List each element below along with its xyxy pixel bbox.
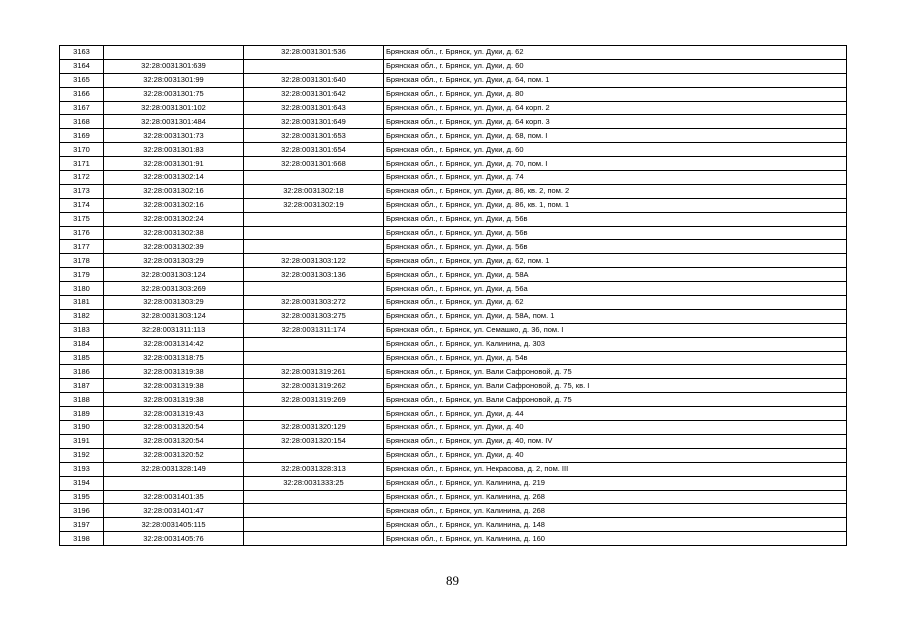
table-row <box>60 504 847 518</box>
table-row <box>60 198 847 212</box>
table-row <box>60 296 847 310</box>
table-row <box>60 337 847 351</box>
row-number-cell: 3194 <box>60 476 104 490</box>
object-cadastral-number-cell: 32:28:0031302:18 <box>244 184 384 198</box>
cadastral-number-cell: 32:28:0031303:124 <box>104 309 244 323</box>
object-cadastral-number-cell <box>244 504 384 518</box>
table-row <box>60 351 847 365</box>
row-number-cell: 3172 <box>60 171 104 185</box>
cadastral-number-cell: 32:28:0031303:29 <box>104 296 244 310</box>
object-cadastral-number-cell: 32:28:0031303:122 <box>244 254 384 268</box>
cadastral-number-cell <box>104 46 244 60</box>
object-cadastral-number-cell: 32:28:0031301:640 <box>244 73 384 87</box>
table-row <box>60 393 847 407</box>
object-cadastral-number-cell <box>244 337 384 351</box>
cadastral-number-cell: 32:28:0031303:269 <box>104 282 244 296</box>
row-number-cell: 3180 <box>60 282 104 296</box>
cadastral-number-cell: 32:28:0031302:24 <box>104 212 244 226</box>
cadastral-number-cell: 32:28:0031302:16 <box>104 184 244 198</box>
address-cell: Брянская обл., г. Брянск, ул. Дуки, д. 86, кв. 2, пом. 2 <box>384 184 847 198</box>
address-cell: Брянская обл., г. Брянск, ул. Семашко, д. 36, пом. I <box>384 323 847 337</box>
address-cell: Брянская обл., г. Брянск, ул. Дуки, д. 54в <box>384 351 847 365</box>
table-row <box>60 518 847 532</box>
table-row <box>60 309 847 323</box>
address-cell: Брянская обл., г. Брянск, ул. Дуки, д. 40 <box>384 448 847 462</box>
table-row <box>60 476 847 490</box>
row-number-cell: 3164 <box>60 59 104 73</box>
cadastral-number-cell: 32:28:0031405:115 <box>104 518 244 532</box>
object-cadastral-number-cell <box>244 448 384 462</box>
object-cadastral-number-cell: 32:28:0031301:654 <box>244 143 384 157</box>
table-row <box>60 254 847 268</box>
cadastral-number-cell: 32:28:0031303:29 <box>104 254 244 268</box>
address-cell: Брянская обл., г. Брянск, ул. Вали Сафроновой, д. 75, кв. I <box>384 379 847 393</box>
address-cell: Брянская обл., г. Брянск, ул. Дуки, д. 56в <box>384 226 847 240</box>
object-cadastral-number-cell: 32:28:0031302:19 <box>244 198 384 212</box>
table-row <box>60 448 847 462</box>
cadastral-number-cell: 32:28:0031318:75 <box>104 351 244 365</box>
address-cell: Брянская обл., г. Брянск, ул. Дуки, д. 86, кв. 1, пом. 1 <box>384 198 847 212</box>
address-cell: Брянская обл., г. Брянск, ул. Дуки, д. 70, пом. I <box>384 157 847 171</box>
object-cadastral-number-cell <box>244 212 384 226</box>
cadastral-number-cell: 32:28:0031301:73 <box>104 129 244 143</box>
address-cell: Брянская обл., г. Брянск, ул. Вали Сафроновой, д. 75 <box>384 393 847 407</box>
address-cell: Брянская обл., г. Брянск, ул. Дуки, д. 64 корп. 2 <box>384 101 847 115</box>
cadastral-number-cell: 32:28:0031302:39 <box>104 240 244 254</box>
address-cell: Брянская обл., г. Брянск, ул. Дуки, д. 62 <box>384 296 847 310</box>
table-row <box>60 532 847 546</box>
table-row <box>60 73 847 87</box>
cadastral-number-cell: 32:28:0031405:76 <box>104 532 244 546</box>
table-row <box>60 379 847 393</box>
table-row <box>60 101 847 115</box>
page-number: 89 <box>446 573 459 588</box>
address-cell: Брянская обл., г. Брянск, ул. Дуки, д. 62, пом. 1 <box>384 254 847 268</box>
row-number-cell: 3181 <box>60 296 104 310</box>
address-cell: Брянская обл., г. Брянск, ул. Калинина, д. 268 <box>384 504 847 518</box>
row-number-cell: 3191 <box>60 434 104 448</box>
row-number-cell: 3184 <box>60 337 104 351</box>
table-row <box>60 87 847 101</box>
object-cadastral-number-cell <box>244 240 384 254</box>
address-cell: Брянская обл., г. Брянск, ул. Дуки, д. 58А <box>384 268 847 282</box>
row-number-cell: 3185 <box>60 351 104 365</box>
address-cell: Брянская обл., г. Брянск, ул. Калинина, д. 303 <box>384 337 847 351</box>
row-number-cell: 3167 <box>60 101 104 115</box>
row-number-cell: 3183 <box>60 323 104 337</box>
object-cadastral-number-cell: 32:28:0031320:129 <box>244 421 384 435</box>
address-cell: Брянская обл., г. Брянск, ул. Дуки, д. 64, пом. 1 <box>384 73 847 87</box>
object-cadastral-number-cell <box>244 490 384 504</box>
object-cadastral-number-cell: 32:28:0031301:668 <box>244 157 384 171</box>
address-cell: Брянская обл., г. Брянск, ул. Дуки, д. 60 <box>384 59 847 73</box>
cadastral-number-cell: 32:28:0031320:52 <box>104 448 244 462</box>
address-cell: Брянская обл., г. Брянск, ул. Дуки, д. 56в <box>384 212 847 226</box>
object-cadastral-number-cell <box>244 518 384 532</box>
row-number-cell: 3170 <box>60 143 104 157</box>
row-number-cell: 3169 <box>60 129 104 143</box>
cadastral-number-cell: 32:28:0031301:99 <box>104 73 244 87</box>
cadastral-number-cell: 32:28:0031302:14 <box>104 171 244 185</box>
table-row <box>60 184 847 198</box>
row-number-cell: 3197 <box>60 518 104 532</box>
table-row <box>60 421 847 435</box>
cadastral-number-cell <box>104 476 244 490</box>
address-cell: Брянская обл., г. Брянск, ул. Вали Сафроновой, д. 75 <box>384 365 847 379</box>
row-number-cell: 3166 <box>60 87 104 101</box>
object-cadastral-number-cell: 32:28:0031301:653 <box>244 129 384 143</box>
row-number-cell: 3182 <box>60 309 104 323</box>
object-cadastral-number-cell: 32:28:0031311:174 <box>244 323 384 337</box>
address-cell: Брянская обл., г. Брянск, ул. Дуки, д. 80 <box>384 87 847 101</box>
object-cadastral-number-cell: 32:28:0031320:154 <box>244 434 384 448</box>
object-cadastral-number-cell <box>244 59 384 73</box>
row-number-cell: 3177 <box>60 240 104 254</box>
table-row <box>60 434 847 448</box>
cadastral-number-cell: 32:28:0031319:38 <box>104 365 244 379</box>
cadastral-number-cell: 32:28:0031302:38 <box>104 226 244 240</box>
cadastral-number-cell: 32:28:0031301:83 <box>104 143 244 157</box>
address-cell: Брянская обл., г. Брянск, ул. Калинина, д. 268 <box>384 490 847 504</box>
table-row <box>60 226 847 240</box>
row-number-cell: 3178 <box>60 254 104 268</box>
address-cell: Брянская обл., г. Брянск, ул. Дуки, д. 56в <box>384 240 847 254</box>
table-row <box>60 282 847 296</box>
cadastral-number-cell: 32:28:0031320:54 <box>104 434 244 448</box>
cadastral-number-cell: 32:28:0031301:75 <box>104 87 244 101</box>
table-row <box>60 212 847 226</box>
row-number-cell: 3190 <box>60 421 104 435</box>
cadastral-number-cell: 32:28:0031301:102 <box>104 101 244 115</box>
cadastral-number-cell: 32:28:0031311:113 <box>104 323 244 337</box>
object-cadastral-number-cell: 32:28:0031301:649 <box>244 115 384 129</box>
address-cell: Брянская обл., г. Брянск, ул. Дуки, д. 62 <box>384 46 847 60</box>
address-cell: Брянская обл., г. Брянск, ул. Некрасова, д. 2, пом. III <box>384 462 847 476</box>
address-cell: Брянская обл., г. Брянск, ул. Дуки, д. 60 <box>384 143 847 157</box>
object-cadastral-number-cell <box>244 532 384 546</box>
address-cell: Брянская обл., г. Брянск, ул. Калинина, д. 148 <box>384 518 847 532</box>
object-cadastral-number-cell: 32:28:0031301:642 <box>244 87 384 101</box>
address-cell: Брянская обл., г. Брянск, ул. Дуки, д. 40, пом. IV <box>384 434 847 448</box>
object-cadastral-number-cell: 32:28:0031333:25 <box>244 476 384 490</box>
table-row <box>60 490 847 504</box>
object-cadastral-number-cell: 32:28:0031303:272 <box>244 296 384 310</box>
address-cell: Брянская обл., г. Брянск, ул. Калинина, д. 160 <box>384 532 847 546</box>
cadastral-number-cell: 32:28:0031302:16 <box>104 198 244 212</box>
row-number-cell: 3188 <box>60 393 104 407</box>
row-number-cell: 3192 <box>60 448 104 462</box>
table-row <box>60 171 847 185</box>
row-number-cell: 3189 <box>60 407 104 421</box>
row-number-cell: 3168 <box>60 115 104 129</box>
row-number-cell: 3175 <box>60 212 104 226</box>
object-cadastral-number-cell: 32:28:0031319:269 <box>244 393 384 407</box>
object-cadastral-number-cell: 32:28:0031301:536 <box>244 46 384 60</box>
registry-table-body <box>60 46 847 546</box>
cadastral-number-cell: 32:28:0031328:149 <box>104 462 244 476</box>
object-cadastral-number-cell: 32:28:0031303:275 <box>244 309 384 323</box>
cadastral-number-cell: 32:28:0031401:47 <box>104 504 244 518</box>
table-row <box>60 323 847 337</box>
row-number-cell: 3171 <box>60 157 104 171</box>
table-row <box>60 59 847 73</box>
row-number-cell: 3173 <box>60 184 104 198</box>
cadastral-number-cell: 32:28:0031301:484 <box>104 115 244 129</box>
address-cell: Брянская обл., г. Брянск, ул. Дуки, д. 58А, пом. 1 <box>384 309 847 323</box>
address-cell: Брянская обл., г. Брянск, ул. Дуки, д. 44 <box>384 407 847 421</box>
address-cell: Брянская обл., г. Брянск, ул. Дуки, д. 56а <box>384 282 847 296</box>
table-row <box>60 46 847 60</box>
object-cadastral-number-cell <box>244 351 384 365</box>
registry-table <box>59 45 847 546</box>
cadastral-number-cell: 32:28:0031320:54 <box>104 421 244 435</box>
object-cadastral-number-cell <box>244 282 384 296</box>
table-row <box>60 407 847 421</box>
row-number-cell: 3187 <box>60 379 104 393</box>
address-cell: Брянская обл., г. Брянск, ул. Дуки, д. 40 <box>384 421 847 435</box>
table-row <box>60 268 847 282</box>
address-cell: Брянская обл., г. Брянск, ул. Дуки, д. 74 <box>384 171 847 185</box>
row-number-cell: 3193 <box>60 462 104 476</box>
row-number-cell: 3186 <box>60 365 104 379</box>
cadastral-number-cell: 32:28:0031319:38 <box>104 379 244 393</box>
cadastral-number-cell: 32:28:0031301:639 <box>104 59 244 73</box>
row-number-cell: 3165 <box>60 73 104 87</box>
object-cadastral-number-cell: 32:28:0031303:136 <box>244 268 384 282</box>
row-number-cell: 3198 <box>60 532 104 546</box>
object-cadastral-number-cell: 32:28:0031328:313 <box>244 462 384 476</box>
table-row <box>60 129 847 143</box>
table-row <box>60 365 847 379</box>
table-row <box>60 143 847 157</box>
cadastral-number-cell: 32:28:0031301:91 <box>104 157 244 171</box>
object-cadastral-number-cell <box>244 171 384 185</box>
object-cadastral-number-cell <box>244 407 384 421</box>
address-cell: Брянская обл., г. Брянск, ул. Калинина, д. 219 <box>384 476 847 490</box>
cadastral-number-cell: 32:28:0031401:35 <box>104 490 244 504</box>
cadastral-number-cell: 32:28:0031319:43 <box>104 407 244 421</box>
object-cadastral-number-cell: 32:28:0031319:261 <box>244 365 384 379</box>
object-cadastral-number-cell: 32:28:0031319:262 <box>244 379 384 393</box>
row-number-cell: 3163 <box>60 46 104 60</box>
table-row <box>60 157 847 171</box>
object-cadastral-number-cell <box>244 226 384 240</box>
table-row <box>60 240 847 254</box>
object-cadastral-number-cell: 32:28:0031301:643 <box>244 101 384 115</box>
address-cell: Брянская обл., г. Брянск, ул. Дуки, д. 64 корп. 3 <box>384 115 847 129</box>
row-number-cell: 3176 <box>60 226 104 240</box>
row-number-cell: 3174 <box>60 198 104 212</box>
address-cell: Брянская обл., г. Брянск, ул. Дуки, д. 68, пом. I <box>384 129 847 143</box>
row-number-cell: 3196 <box>60 504 104 518</box>
row-number-cell: 3195 <box>60 490 104 504</box>
table-row <box>60 462 847 476</box>
cadastral-number-cell: 32:28:0031303:124 <box>104 268 244 282</box>
table-row <box>60 115 847 129</box>
cadastral-number-cell: 32:28:0031319:38 <box>104 393 244 407</box>
row-number-cell: 3179 <box>60 268 104 282</box>
cadastral-number-cell: 32:28:0031314:42 <box>104 337 244 351</box>
